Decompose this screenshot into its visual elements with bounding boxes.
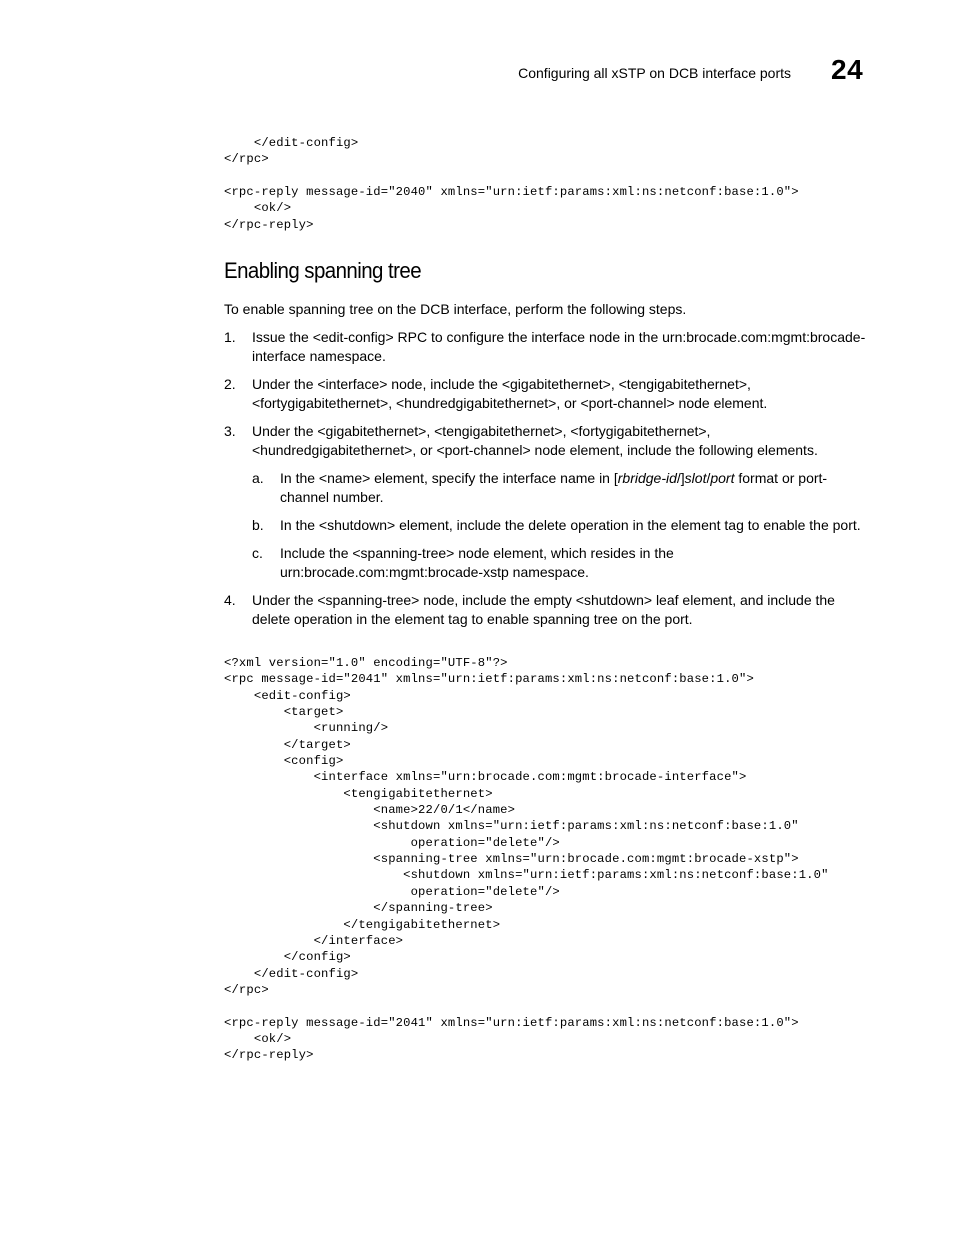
step-4	[224, 591, 874, 629]
step-1	[224, 328, 874, 366]
step-number: 4.	[224, 592, 236, 608]
substeps	[252, 469, 874, 582]
code-block-example-rpc: <?xml version="1.0" encoding="UTF-8"?> <rpc message-id="2041" xmlns="urn:ietf:params:xml:ns:netconf:base:1.0"> <edit-config> <target> <running/> </target> <config> <interface xmlns="urn:brocade.com:mgmt:brocade-interface"> <tengigabitethernet> <name>22/0/1</name> <shutdown xmlns="urn:ietf:params:xml:ns:netconf:base:1.0" operation="delete"/> <spanning-tree xmlns="urn:brocade.com:mgmt:brocade-xstp"> <shutdown xmlns="urn:ietf:params:xml:ns:netconf:base:1.0" operation="delete"/> </spanning-tree> </tengigabitethernet> </interface> </config> </edit-config> </rpc> <rpc-reply message-id="2041" xmlns="urn:ietf:params:xml:ns:netconf:base:1.0"> <ok/> </rpc-reply>	[224, 656, 829, 1063]
running-header-title: Configuring all xSTP on DCB interface ports	[518, 65, 791, 81]
slot-term: slot	[684, 470, 707, 486]
rbridge-id-term: rbridge-id	[617, 470, 677, 486]
substep-letter: b.	[252, 517, 264, 533]
step-3	[224, 422, 874, 582]
step-text: Issue the <edit-config> RPC to configure the interface node in the urn:brocade.com:mgmt:brocade-interface namespace.	[252, 329, 866, 364]
page-header	[0, 52, 954, 92]
step-text: Under the <gigabitethernet>, <tengigabitethernet>, <fortygigabitethernet>, <hundredgigabitethernet>, or <port-channel> node element, include the following elements.	[252, 423, 818, 458]
step-number: 1.	[224, 329, 236, 345]
chapter-number: 24	[831, 54, 864, 85]
substep-letter: a.	[252, 470, 264, 486]
step-number: 2.	[224, 376, 236, 392]
section-heading: Enabling spanning tree	[224, 258, 422, 283]
procedure-steps	[224, 328, 874, 638]
substep-text: Include the <spanning-tree> node element, which resides in the urn:brocade.com:mgmt:brocade-xstp namespace.	[280, 545, 674, 580]
substep-text: In the <shutdown> element, include the delete operation in the element tag to enable the port.	[280, 517, 861, 533]
section-intro: To enable spanning tree on the DCB interface, perform the following steps.	[224, 301, 687, 317]
step-text: Under the <interface> node, include the <gigabitethernet>, <tengigabitethernet>, <fortygigabitethernet>, <hundredgigabitethernet>, or <port-channel> node element.	[252, 376, 768, 411]
substep-a	[252, 469, 874, 507]
substep-letter: c.	[252, 545, 263, 561]
port-term: port	[710, 470, 735, 486]
step-number: 3.	[224, 423, 236, 439]
substep-text: In the <name> element, specify the interface name in [rbridge-id/]slot/port format or port-channel number.	[280, 470, 828, 505]
step-text: Under the <spanning-tree> node, include the empty <shutdown> leaf element, and include the delete operation in the element tag to enable spanning tree on the port.	[252, 592, 835, 627]
step-2	[224, 375, 874, 413]
code-block-previous-reply: </edit-config> </rpc> <rpc-reply message-id="2040" xmlns="urn:ietf:params:xml:ns:netconf:base:1.0"> <ok/> </rpc-reply>	[224, 136, 799, 232]
substep-b	[252, 516, 874, 535]
substep-c	[252, 544, 874, 582]
